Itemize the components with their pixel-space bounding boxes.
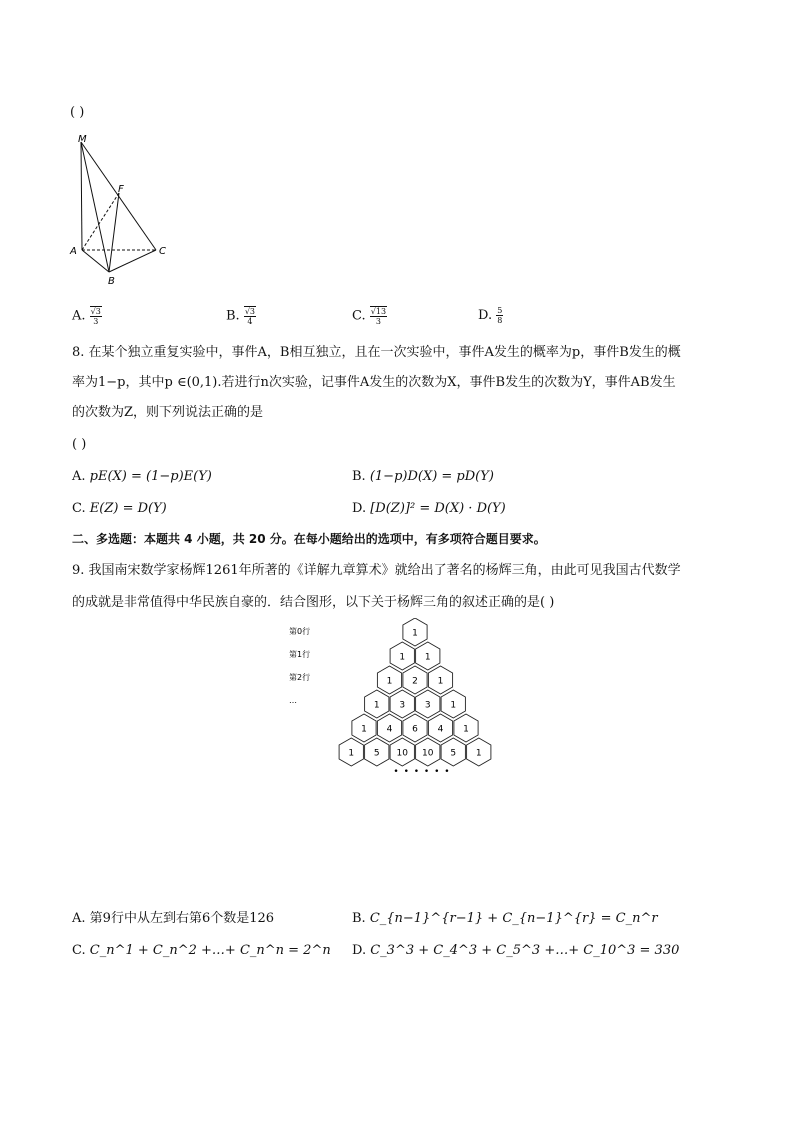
row-label: 第2行 <box>289 673 311 682</box>
triangle-cell-value: 1 <box>361 724 367 735</box>
triangle-cell-value: 10 <box>396 748 408 759</box>
q7-option-c[interactable]: C. $\frac{√13}{3}$ <box>352 307 387 326</box>
triangle-cell-value: 3 <box>399 700 406 711</box>
triangle-cell-value: 1 <box>386 676 393 687</box>
triangle-cell <box>377 714 401 742</box>
triangle-cell-value: 1 <box>412 628 418 639</box>
triangle-cell-value: 1 <box>475 748 482 759</box>
triangle-cell-value: 1 <box>424 652 431 663</box>
triangle-cell-value: 10 <box>422 748 434 759</box>
triangle-cell-value: 1 <box>450 700 457 711</box>
triangle-cell <box>454 714 478 742</box>
triangle-cell-value: 1 <box>463 724 469 735</box>
triangle-cell <box>390 690 414 718</box>
point-label-a: A <box>70 246 77 257</box>
point-label-b: B <box>108 276 115 287</box>
q9-stem-line1: 9. 我国南宋数学家杨辉1261年所著的《详解九章算术》就给出了著名的杨辉三角，由此可见我国古代数学 <box>72 563 681 578</box>
triangle-cell-value: 1 <box>399 652 406 663</box>
triangle-cell <box>390 642 414 670</box>
q9-option-d[interactable]: D. C_3^3 + C_4^3 + C_5^3 +…+ C_10^3 = 330 <box>352 943 680 958</box>
triangle-cell-value: 3 <box>424 700 431 711</box>
row-label: 第1行 <box>289 650 311 659</box>
triangle-cell-value: 4 <box>437 724 444 735</box>
triangle-cell-value: 5 <box>373 748 380 759</box>
q8-option-a[interactable]: A. pE(X) = (1−p)E(Y) <box>72 469 212 484</box>
triangle-cell-value: 4 <box>386 724 393 735</box>
triangle-cell <box>416 738 440 766</box>
triangle-cell <box>377 666 401 694</box>
section-heading-multiple-choice: 二、多选题：本题共 4 小题，共 20 分。在每小题给出的选项中，有多项符合题目要求。 <box>72 532 546 546</box>
triangle-cell <box>390 738 414 766</box>
triangle-cell <box>416 642 440 670</box>
q8-option-d[interactable]: D. [D(Z)]² = D(X) · D(Y) <box>352 501 506 516</box>
q9-stem-line2: 的成就是非常值得中华民族自豪的．结合图形，以下关于杨辉三角的叙述正确的是( ) <box>72 595 555 610</box>
triangle-cell-value: 2 <box>412 676 418 687</box>
continuation-dots: • • • • • • <box>393 767 451 777</box>
triangle-cell-value: 5 <box>450 748 457 759</box>
triangle-cell <box>339 738 363 766</box>
triangle-cell <box>403 666 427 694</box>
triangle-cell <box>441 738 465 766</box>
q8-option-b[interactable]: B. (1−p)D(X) = pD(Y) <box>352 469 494 484</box>
triangle-cell-value: 1 <box>437 676 444 687</box>
triangle-cell <box>403 618 427 646</box>
triangle-cell <box>403 714 427 742</box>
point-label-c: C <box>159 246 166 257</box>
triangle-cell-value: 6 <box>412 724 418 735</box>
row-label: … <box>289 696 297 705</box>
point-label-m: M <box>78 134 87 145</box>
q7-option-b[interactable]: B. $\frac{√3}{4}$ <box>226 307 256 326</box>
q8-option-c[interactable]: C. E(Z) = D(Y) <box>72 501 167 516</box>
q7-option-d[interactable]: D. $\frac{5}{8}$ <box>478 306 503 325</box>
triangle-cell <box>352 714 376 742</box>
q9-option-c[interactable]: C. C_n^1 + C_n^2 +…+ C_n^n = 2^n <box>72 943 331 958</box>
q9-option-b[interactable]: B. C_{n−1}^{r−1} + C_{n−1}^{r} = C_n^r <box>352 911 658 926</box>
pyramid-figure <box>64 130 184 290</box>
triangle-cell <box>467 738 491 766</box>
triangle-cell <box>416 690 440 718</box>
triangle-cell <box>441 690 465 718</box>
triangle-cell-value: 1 <box>348 748 355 759</box>
triangle-cell <box>428 714 452 742</box>
q8-stem-line3: 的次数为Z，则下列说法正确的是 <box>72 405 264 420</box>
q8-stem-line2: 率为1−p，其中p ∈(0,1).若进行n次实验，记事件A发生的次数为X，事件B发生的次数为Y，事件AB发生 <box>72 375 676 390</box>
q7-option-a[interactable]: A. $\frac{√3}{3}$ <box>72 307 101 326</box>
q9-option-a[interactable]: A. 第9行中从左到右第6个数是126 <box>72 911 275 926</box>
q7-answer-paren: ( ) <box>70 105 85 120</box>
triangle-cell <box>365 690 389 718</box>
triangle-cell <box>428 666 452 694</box>
row-label: 第0行 <box>289 627 311 636</box>
q8-stem-line1: 8. 在某个独立重复实验中，事件A，B相互独立，且在一次实验中，事件A发生的概率为p，事件B发生的概 <box>72 345 681 360</box>
q8-answer-paren: ( ) <box>72 437 87 452</box>
point-label-f: F <box>118 184 124 195</box>
triangle-cell <box>365 738 389 766</box>
triangle-cell-value: 1 <box>373 700 380 711</box>
yanghui-triangle-figure <box>280 618 520 780</box>
